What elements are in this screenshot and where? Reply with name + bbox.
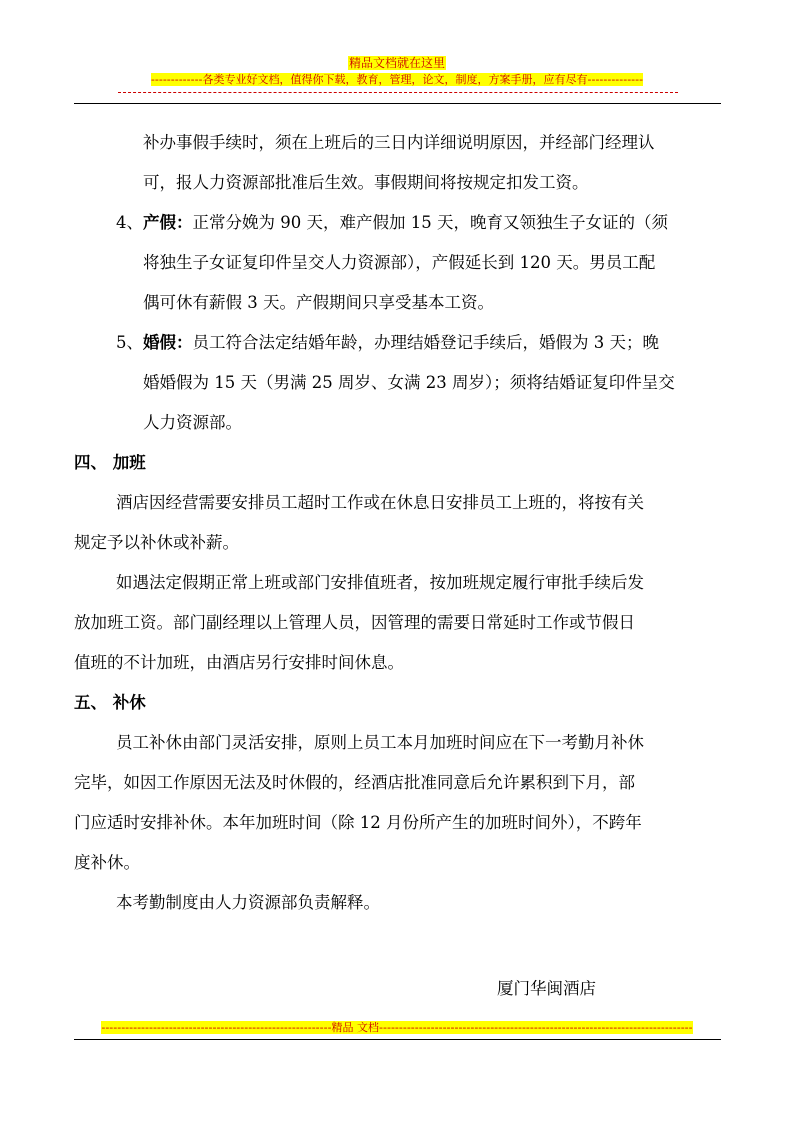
header-rule (74, 103, 721, 104)
paragraph-line: 婚婚假为 15 天（男满 25 周岁、女满 23 周岁）；须将结婚证复印件呈交 (143, 373, 675, 392)
list-item-text: 正常分娩为 90 天，难产假加 15 天，晚育又领独生子女证的（须 (192, 213, 668, 232)
paragraph-line: 放加班工资。部门副经理以上管理人员，因管理的需要日常延时工作或节假日 (74, 613, 635, 632)
list-item-text: 员工符合法定结婚年龄，办理结婚登记手续后，婚假为 3 天；晚 (192, 333, 659, 352)
paragraph-line: 可，报人力资源部批准后生效。事假期间将按规定扣发工资。 (143, 173, 589, 192)
paragraph-line: 如遇法定假期正常上班或部门安排值班者，按加班规定履行审批手续后发 (116, 573, 644, 592)
header-title-text: 精品文档就在这里 (348, 56, 445, 70)
paragraph-line: 度补休。 (74, 853, 140, 872)
list-item-number: 4、 (116, 213, 143, 232)
paragraph-line: 完毕，如因工作原因无法及时休假的，经酒店批准同意后允许累积到下月，部 (74, 773, 635, 792)
list-item-maternity-leave (74, 203, 720, 243)
section-heading-overtime: 四、 加班 (74, 453, 146, 472)
footer-text: ----------------------------------------------------------精品 文档------------------------------------------------------------------------------- (101, 1021, 693, 1034)
header-title (0, 56, 794, 71)
list-item-label: 婚假 (143, 333, 176, 352)
header-dashed-divider (118, 92, 678, 93)
paragraph-line: 酒店因经营需要安排员工超时工作或在休息日安排员工上班的，将按有关 (116, 493, 644, 512)
list-item-colon: ： (176, 213, 193, 232)
paragraph-line: 将独生子女证复印件呈交人力资源部），产假延长到 120 天。男员工配 (143, 253, 656, 272)
footer-banner (0, 1021, 794, 1035)
paragraph-line: 偶可休有薪假 3 天。产假期间只享受基本工资。 (143, 293, 494, 312)
section-heading-compensatory-leave: 五、 补休 (74, 693, 146, 712)
header-subtitle (0, 73, 794, 87)
document-body (74, 123, 720, 923)
list-item-number: 5、 (116, 333, 143, 352)
footer-rule (74, 1039, 721, 1040)
paragraph-line: 人力资源部。 (143, 413, 242, 432)
paragraph-line: 员工补休由部门灵活安排，原则上员工本月加班时间应在下一考勤月补休 (116, 733, 644, 752)
paragraph-line: 门应适时安排补休。本年加班时间（除 12 月份所产生的加班时间外），不跨年 (74, 813, 642, 832)
paragraph-line: 规定予以补休或补薪。 (74, 533, 239, 552)
paragraph-line: 补办事假手续时，须在上班后的三日内详细说明原因，并经部门经理认 (143, 133, 655, 152)
header-subtitle-text: -------------各类专业好文档，值得你下载，教育，管理，论文，制度，方案手册，应有尽有-------------- (150, 73, 644, 86)
signature: 厦门华闽酒店 (497, 979, 596, 998)
closing-statement: 本考勤制度由人力资源部负责解释。 (116, 893, 380, 912)
list-item-colon: ： (176, 333, 193, 352)
paragraph-line: 值班的不计加班，由酒店另行安排时间休息。 (74, 653, 404, 672)
list-item-label: 产假 (143, 213, 176, 232)
list-item-marriage-leave (74, 323, 720, 363)
